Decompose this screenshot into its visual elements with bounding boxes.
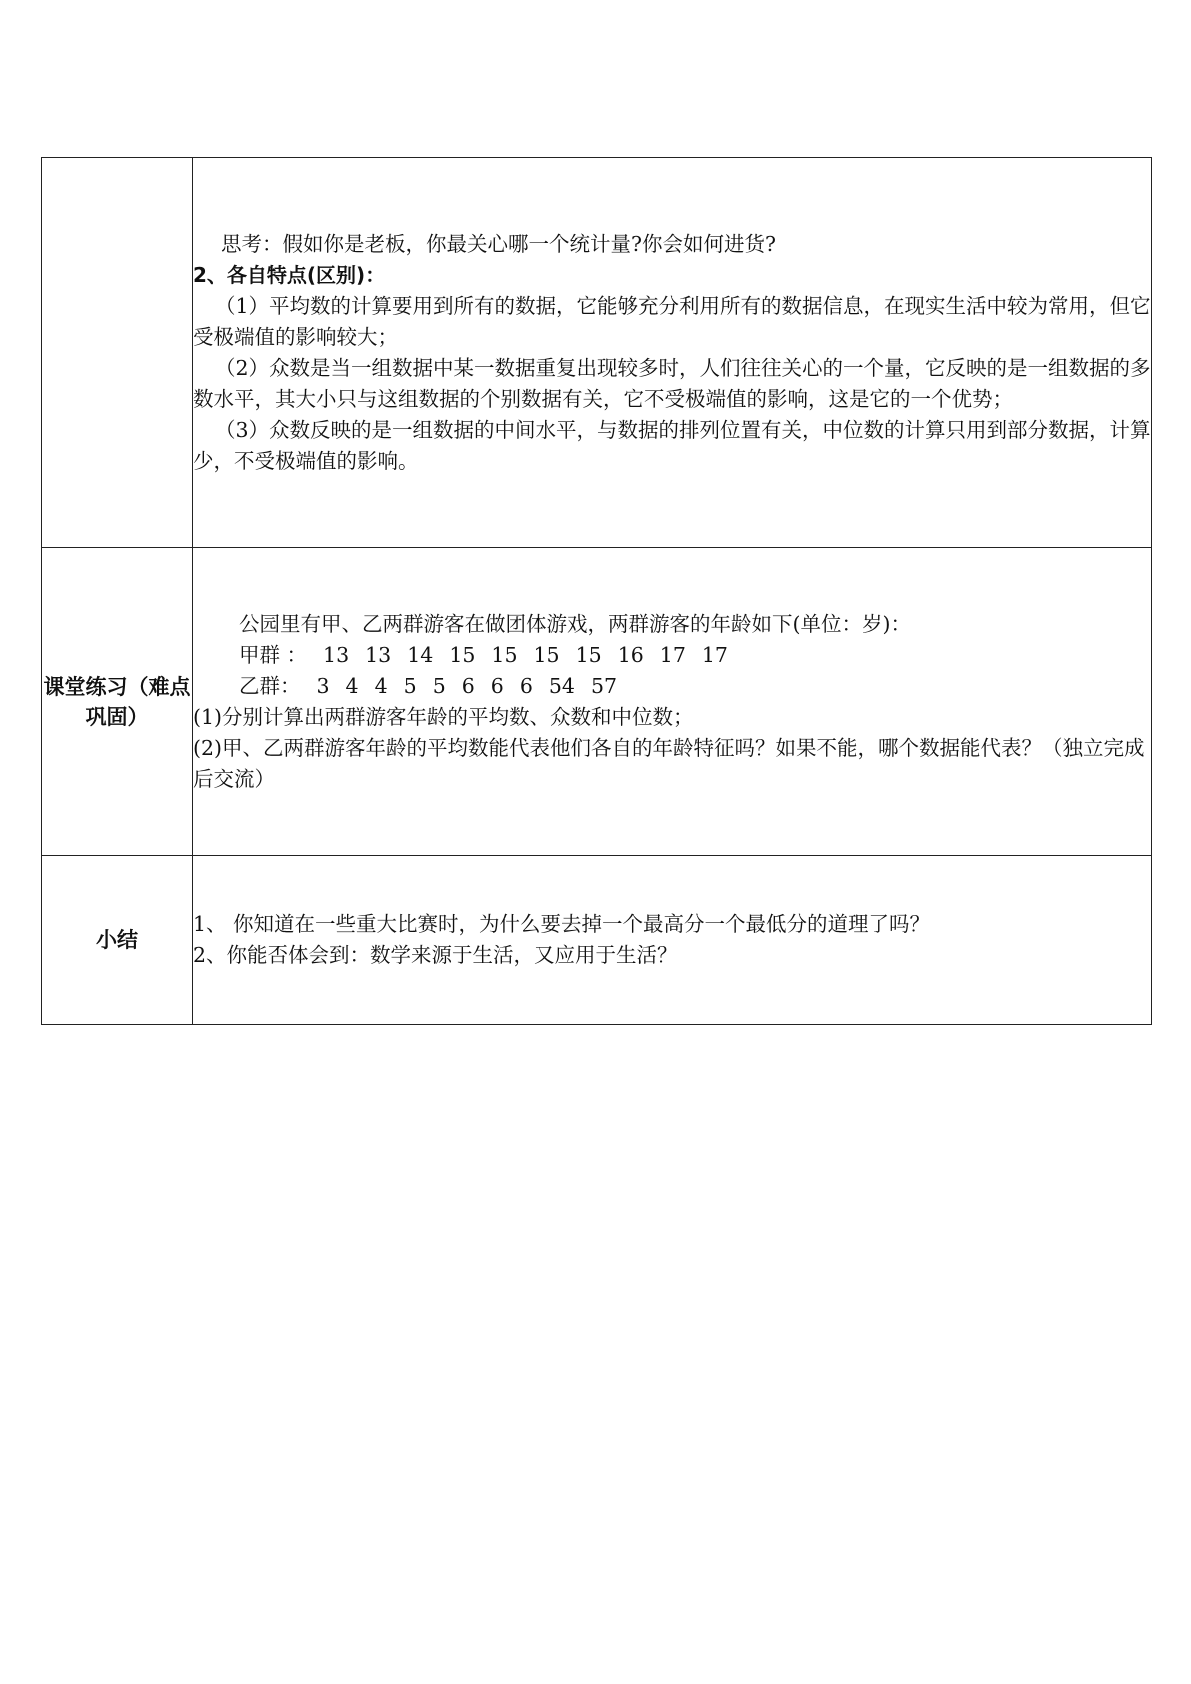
age-value: 4 (345, 673, 359, 698)
age-value: 5 (432, 673, 446, 698)
age-value: 3 (316, 673, 330, 698)
exercise-question-1: (1)分别计算出两群游客年龄的平均数、众数和中位数； (193, 704, 694, 729)
age-value: 16 (617, 642, 644, 667)
age-value: 15 (491, 642, 518, 667)
age-value: 15 (575, 642, 602, 667)
age-value: 6 (490, 673, 504, 698)
age-value: 13 (323, 642, 350, 667)
age-value: 4 (374, 673, 388, 698)
point-mode: （2）众数是当一组数据中某一数据重复出现较多时，人们往往关心的一个量，它反映的是一组数据的多数水平，其大小只与这组数据的个别数据有关，它不受极端值的影响，这是它的一个优势； (193, 355, 1151, 411)
age-value: 15 (449, 642, 476, 667)
think-question: 思考：假如你是老板，你最关心哪一个统计量?你会如何进货? (221, 231, 776, 256)
age-value: 17 (701, 642, 728, 667)
exercise-question-2: (2)甲、乙两群游客年龄的平均数能代表他们各自的年龄特征吗？如果不能，哪个数据能代表？（独立完成后交流） (193, 735, 1145, 791)
row-label-empty (42, 158, 193, 548)
point-mean: （1）平均数的计算要用到所有的数据，它能够充分利用所有的数据信息，在现实生活中较为常用，但它受极端值的影响较大； (193, 293, 1151, 349)
age-value: 57 (590, 673, 618, 698)
summary-line-1: 1、 你知道在一些重大比赛时，为什么要去掉一个最高分一个最低分的道理了吗？ (193, 912, 931, 936)
characteristics-heading: 2、各自特点(区别)： (193, 262, 386, 287)
row-label-exercise: 课堂练习（难点巩固） (42, 548, 193, 856)
group-b-ages (193, 671, 1151, 702)
exercise-intro: 公园里有甲、乙两群游客在做团体游戏，两群游客的年龄如下(单位：岁)： (239, 611, 911, 636)
summary-line-2: 2、你能否体会到：数学来源于生活，又应用于生活？ (193, 943, 678, 967)
row-label-summary: 小结 (42, 856, 193, 1025)
point-median: （3）众数反映的是一组数据的中间水平，与数据的排列位置有关，中位数的计算只用到部分数据，计算少，不受极端值的影响。 (193, 417, 1151, 473)
group-b-label: 乙群： (239, 673, 301, 698)
age-value: 13 (365, 642, 392, 667)
age-value: 54 (548, 673, 575, 698)
age-value: 6 (461, 673, 475, 698)
age-value: 6 (519, 673, 533, 698)
characteristics-cell (193, 158, 1152, 548)
lesson-plan-table (41, 157, 1152, 1025)
age-value: 14 (407, 642, 434, 667)
summary-cell (193, 856, 1152, 1025)
age-value: 17 (659, 642, 686, 667)
table-row-characteristics (42, 158, 1152, 548)
table-row-summary (42, 856, 1152, 1025)
table-row-exercise (42, 548, 1152, 856)
group-a-label: 甲群 ： (239, 642, 308, 667)
age-value: 5 (403, 673, 417, 698)
age-value: 15 (533, 642, 560, 667)
exercise-cell (193, 548, 1152, 856)
group-a-ages (193, 640, 1151, 671)
